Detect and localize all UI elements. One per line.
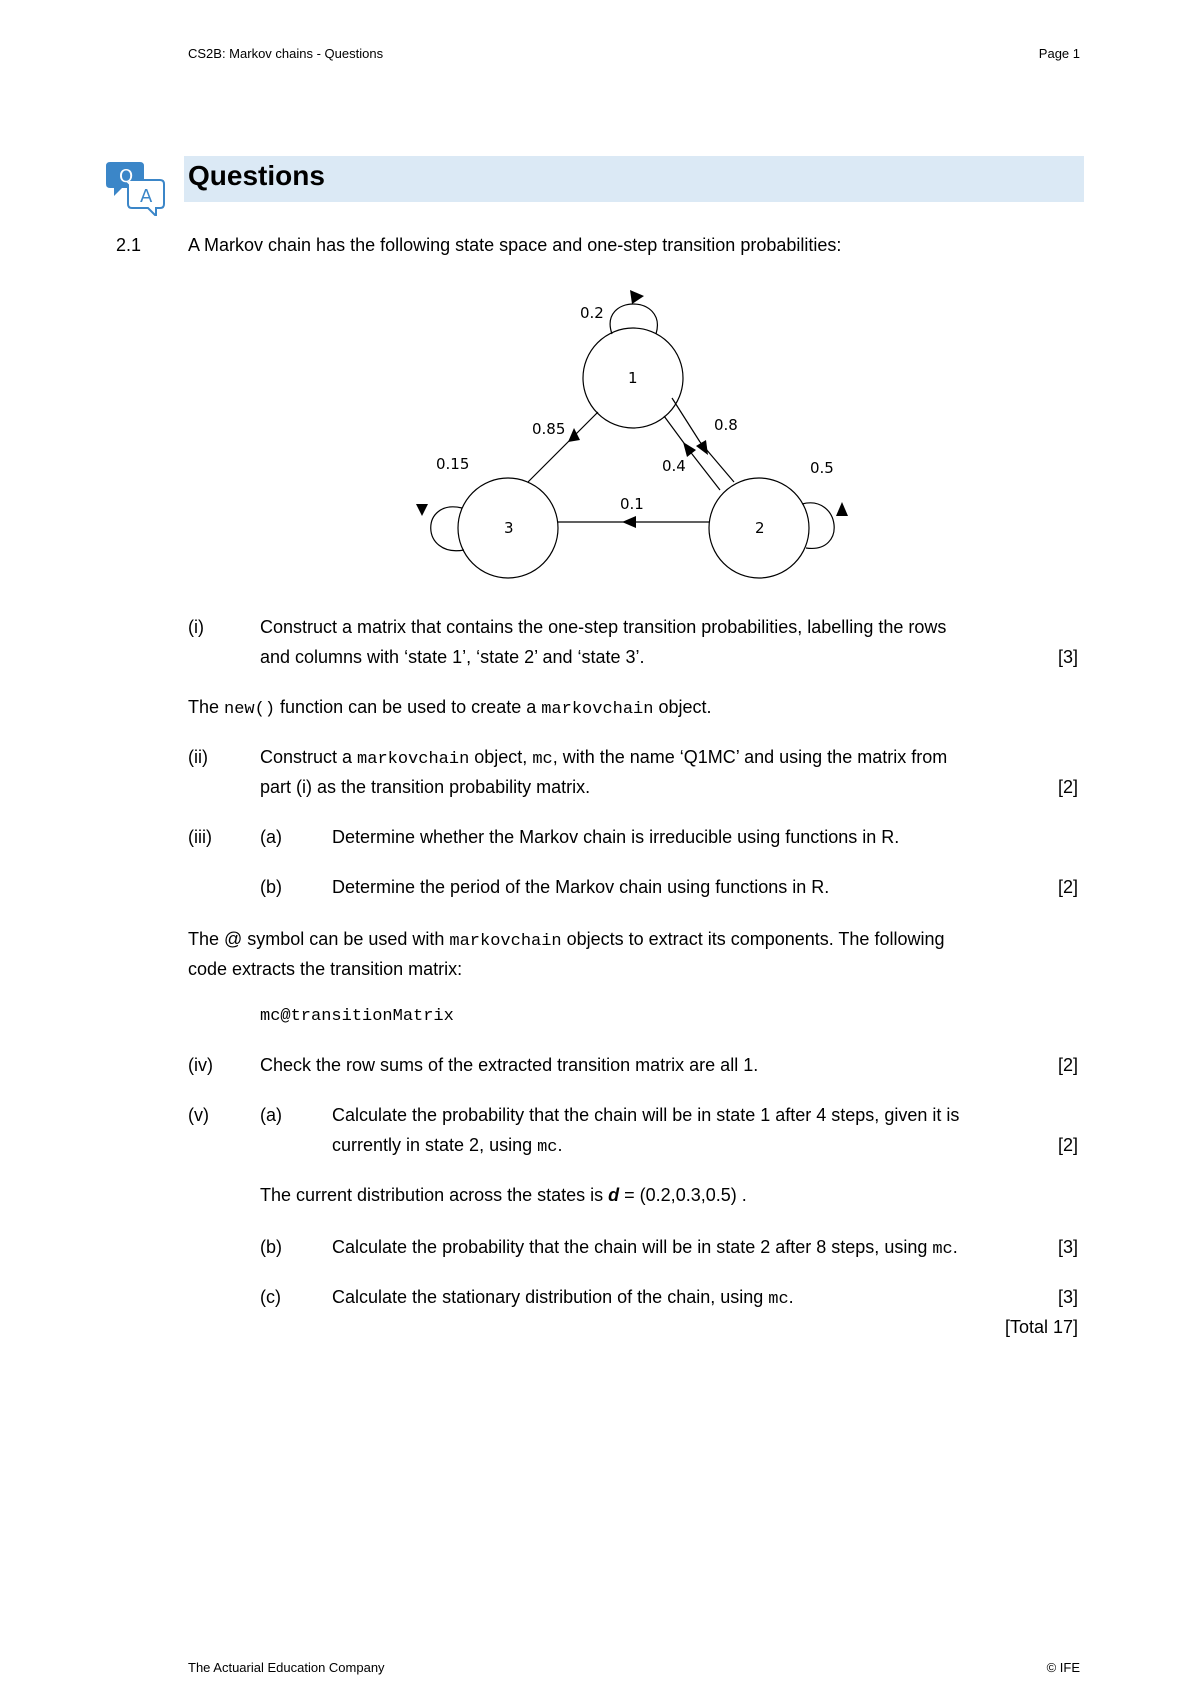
part-v-b-label: (b) [260,1237,282,1257]
part-ii-mark: [2] [1057,777,1078,797]
part-i-label: (i) [188,617,204,637]
self-loop-3-arrow [416,504,428,516]
footer-copyright: © IFE [1046,1660,1080,1675]
part-i-mark: [3] [1057,647,1078,667]
qa-chat-icon [106,160,166,216]
edge-2-to-3-arrow [622,516,636,528]
label-p21: 0.4 [662,457,686,475]
footer-company: The Actuarial Education Company [188,1660,385,1675]
part-v-label: (v) [188,1105,209,1125]
part-v-a-line1: Calculate the probability that the chain will be in state 1 after 4 steps, given it is [332,1105,960,1125]
part-iii-label: (iii) [188,827,212,847]
header-title: CS2B: Markov chains - Questions [188,46,384,61]
question-number: 2.1 [116,235,142,255]
part-ii-label: (ii) [188,747,208,767]
edge-3-to-1-arrow [568,428,580,442]
part-v-c-label: (c) [260,1287,281,1307]
self-loop-1 [610,304,657,334]
note-at-line1: The @ symbol can be used with markovchain objects to extract its components. The following [188,929,945,951]
self-loop-2-arrow [836,502,848,516]
icon-letter-a: A [140,186,153,207]
part-i-line2: and columns with ‘state 1’, ‘state 2’ and ‘state 3’. [260,647,645,667]
part-ii-line1: Construct a markovchain object, mc, with the name ‘Q1MC’ and using the matrix from [260,747,948,769]
part-iii-mark: [2] [1057,877,1078,897]
section-title-bar [184,156,1084,202]
self-loop-1-arrow [630,290,644,304]
part-iii-a-text: Determine whether the Markov chain is irreducible using functions in R. [332,827,900,847]
state-1-label: 1 [628,369,638,387]
edge-1-to-2-arrow [696,440,708,455]
part-v-c-text: Calculate the stationary distribution of the chain, using mc. [332,1287,794,1309]
part-v-a-line2: currently in state 2, using mc. [332,1135,563,1157]
page-number: Page 1 [1038,46,1080,61]
part-iv-label: (iv) [188,1055,213,1075]
question-total: [Total 17] [1004,1317,1078,1337]
edge-2-to-1 [692,454,720,490]
part-v-a-label: (a) [260,1105,282,1125]
part-iii-b-text: Determine the period of the Markov chain using functions in R. [332,877,830,897]
label-p12: 0.8 [714,416,738,434]
part-v-c-mark: [3] [1057,1287,1078,1307]
part-ii-line2: part (i) as the transition probability matrix. [260,777,591,797]
part-v-a-mark: [2] [1057,1135,1078,1155]
code-transition-matrix: mc@transitionMatrix [260,1007,454,1026]
edge-1-to-2 [672,398,700,442]
markov-chain-diagram [400,282,860,588]
label-p11: 0.2 [580,304,604,322]
state-2-label: 2 [755,519,765,537]
note-new-function: The new() function can be used to create a markovchain object. [188,697,712,719]
part-i-line1: Construct a matrix that contains the one-step transition probabilities, labelling the rows [260,617,947,637]
section-title: Questions [188,160,325,191]
label-p22: 0.5 [810,459,834,477]
part-v-b-mark: [3] [1057,1237,1078,1257]
current-distribution: The current distribution across the states is d = (0.2,0.3,0.5) . [260,1185,747,1205]
part-iii-a-label: (a) [260,827,282,847]
label-p23: 0.1 [620,495,644,513]
state-3-label: 3 [504,519,514,537]
label-p33: 0.15 [436,455,470,473]
part-iii-b-label: (b) [260,877,282,897]
part-v-b-text: Calculate the probability that the chain will be in state 2 after 8 steps, using mc. [332,1237,958,1259]
question-intro: A Markov chain has the following state space and one-step transition probabilities: [188,235,842,255]
part-iv-text: Check the row sums of the extracted transition matrix are all 1. [260,1055,759,1075]
part-iv-mark: [2] [1057,1055,1078,1075]
self-loop-3 [431,507,464,551]
icon-letter-q: Q [119,166,134,187]
label-p31: 0.85 [532,420,566,438]
note-at-line2: code extracts the transition matrix: [188,959,463,979]
